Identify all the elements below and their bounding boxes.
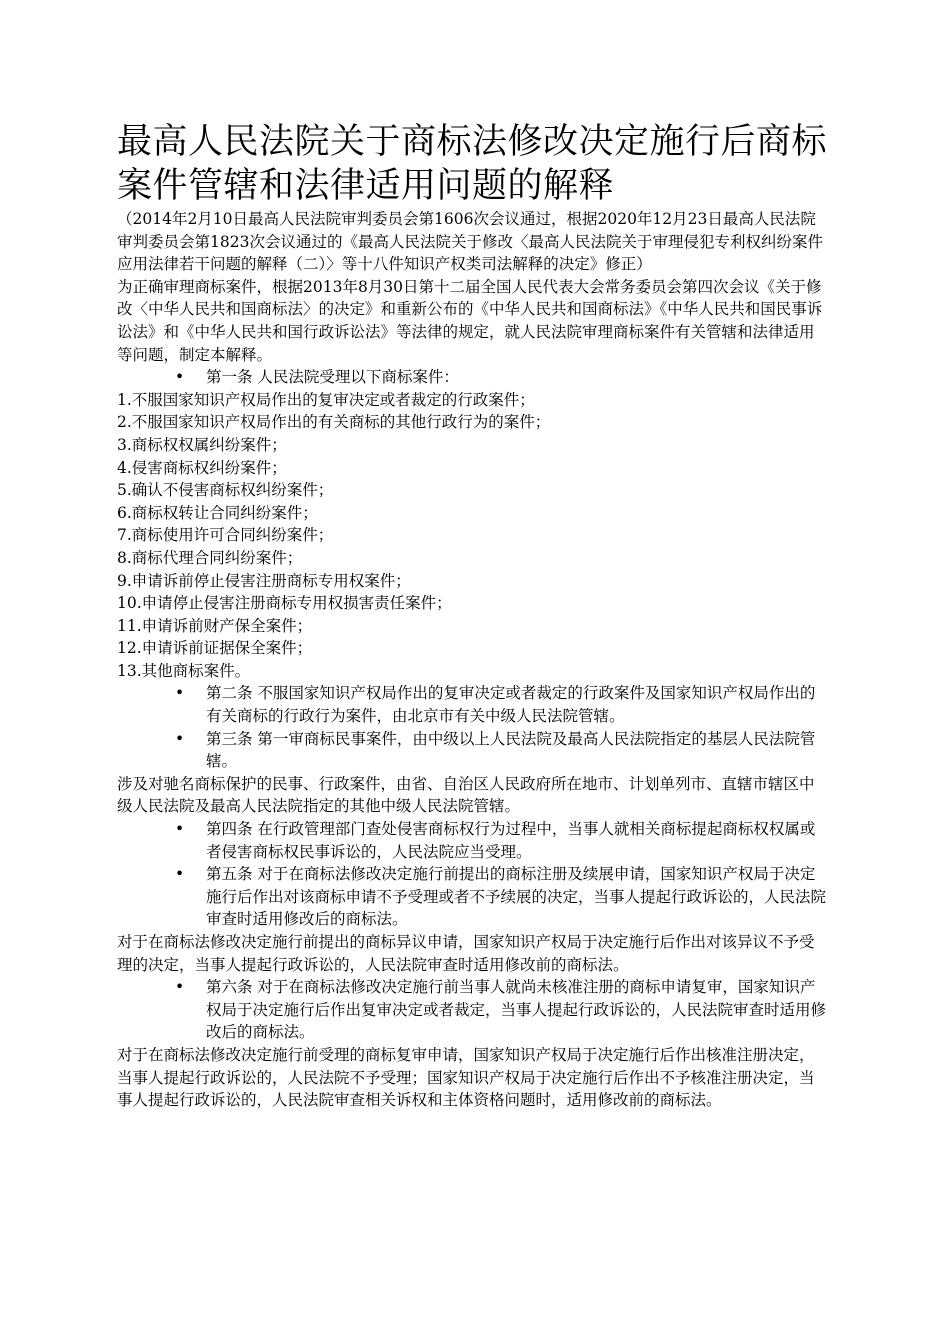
article-4 bbox=[175, 818, 827, 863]
article-5-paragraph: 对于在商标法修改决定施行前提出的商标异议申请，国家知识产权局于决定施行后作出对该异议不予受理的决定，当事人提起行政诉讼的，人民法院审查时适用修改前的商标法。 bbox=[117, 933, 815, 974]
article-1-list bbox=[117, 389, 827, 683]
list-item: 2.不服国家知识产权局作出的有关商标的其他行政行为的案件； bbox=[117, 413, 551, 432]
bullet-icon: • bbox=[175, 684, 185, 703]
bullet-icon: • bbox=[175, 865, 185, 884]
list-item: 7.商标使用许可合同纠纷案件； bbox=[117, 526, 334, 545]
list-item: 1.不服国家知识产权局作出的复审决定或者裁定的行政案件； bbox=[117, 390, 535, 409]
list-item: 6.商标权转让合同纠纷案件； bbox=[117, 503, 318, 522]
article-6-text: 第六条 对于在商标法修改决定施行前当事人就尚未核准注册的商标申请复审，国家知识产权局于决定施行后作出复审决定或者裁定，当事人提起行政诉讼的，人民法院审查时适用修改后的商标法。 bbox=[206, 978, 827, 1042]
article-1 bbox=[117, 366, 827, 389]
source-note: （2014年2月10日最高人民法院审判委员会第1606次会议通过，根据2020年12月23日最高人民法院审判委员会第1823次会议通过的《最高人民法院关于修改〈最高人民法院关于审理侵犯专利权纠纷案件应用法律若干问题的解释（二）〉等十八件知识产权类司法解释的决定》修正） bbox=[117, 210, 823, 274]
list-item: 10.申请停止侵害注册商标专用权损害责任案件； bbox=[117, 594, 452, 613]
article-6-paragraph: 对于在商标法修改决定施行前受理的商标复审申请，国家知识产权局于决定施行后作出核准注册决定，当事人提起行政诉讼的，人民法院不予受理；国家知识产权局于决定施行后作出不予核准注册决定，当事人提起行政诉讼的，人民法院审查相关诉权和主体资格问题时，适用修改前的商标法。 bbox=[117, 1045, 815, 1110]
bullet-icon: • bbox=[175, 978, 185, 997]
article-2-text: 第二条 不服国家知识产权局作出的复审决定或者裁定的行政案件及国家知识产权局作出的有关商标的行政行为案件，由北京市有关中级人民法院管辖。 bbox=[206, 684, 816, 726]
preamble: 为正确审理商标案件，根据2013年8月30日第十二届全国人民代表大会常务委员会第四次会议《关于修改〈中华人民共和国商标法〉的决定》和重新公布的《中华人民共和国商标法》《中华人民共和国民事诉讼法》和《中华人民共和国行政诉讼法》等法律的规定，就人民法院审理商标案件有关管辖和法律适用等问题，制定本解释。 bbox=[117, 277, 823, 364]
list-item: 9.申请诉前停止侵害注册商标专用权案件； bbox=[117, 571, 411, 590]
article-3-paragraph: 涉及对驰名商标保护的民事、行政案件，由省、自治区人民政府所在地市、计划单列市、直辖市辖区中级人民法院及最高人民法院指定的其他中级人民法院管辖。 bbox=[117, 774, 815, 816]
articles-4-5 bbox=[117, 818, 827, 931]
list-item: 8.商标代理合同纠纷案件； bbox=[117, 548, 303, 567]
article-6-list bbox=[117, 976, 827, 1044]
article-2 bbox=[175, 682, 827, 727]
list-item: 3.商标权权属纠纷案件； bbox=[117, 435, 287, 454]
article-3-text: 第三条 第一审商标民事案件，由中级以上人民法院及最高人民法院指定的基层人民法院管辖。 bbox=[206, 729, 816, 771]
article-5-text: 第五条 对于在商标法修改决定施行前提出的商标注册及续展申请，国家知识产权局于决定施行后作出对该商标申请不予受理或者不予续展的决定，当事人提起行政诉讼的，人民法院审查时适用修改后的商标法。 bbox=[206, 865, 827, 929]
document-title: 最高人民法院关于商标法修改决定施行后商标案件管辖和法律适用问题的解释 bbox=[117, 122, 828, 206]
bullet-icon: • bbox=[175, 729, 185, 748]
bullet-icon: • bbox=[175, 368, 185, 387]
article-6 bbox=[175, 976, 827, 1044]
articles-2-3 bbox=[117, 682, 827, 772]
list-item: 13.其他商标案件。 bbox=[117, 661, 251, 680]
list-item: 12.申请诉前证据保全案件； bbox=[117, 639, 313, 658]
article-1-text: 第一条 人民法院受理以下商标案件： bbox=[206, 368, 459, 387]
list-item: 11.申请诉前财产保全案件； bbox=[117, 616, 313, 635]
list-item: 4.侵害商标权纠纷案件； bbox=[117, 458, 287, 477]
article-3 bbox=[175, 728, 827, 773]
document-page bbox=[117, 120, 827, 1112]
list-item: 5.确认不侵害商标权纠纷案件； bbox=[117, 481, 334, 500]
article-4-text: 第四条 在行政管理部门查处侵害商标权行为过程中，当事人就相关商标提起商标权权属或者侵害商标权民事诉讼的，人民法院应当受理。 bbox=[206, 820, 816, 861]
article-5 bbox=[175, 863, 827, 931]
bullet-icon: • bbox=[175, 820, 185, 839]
